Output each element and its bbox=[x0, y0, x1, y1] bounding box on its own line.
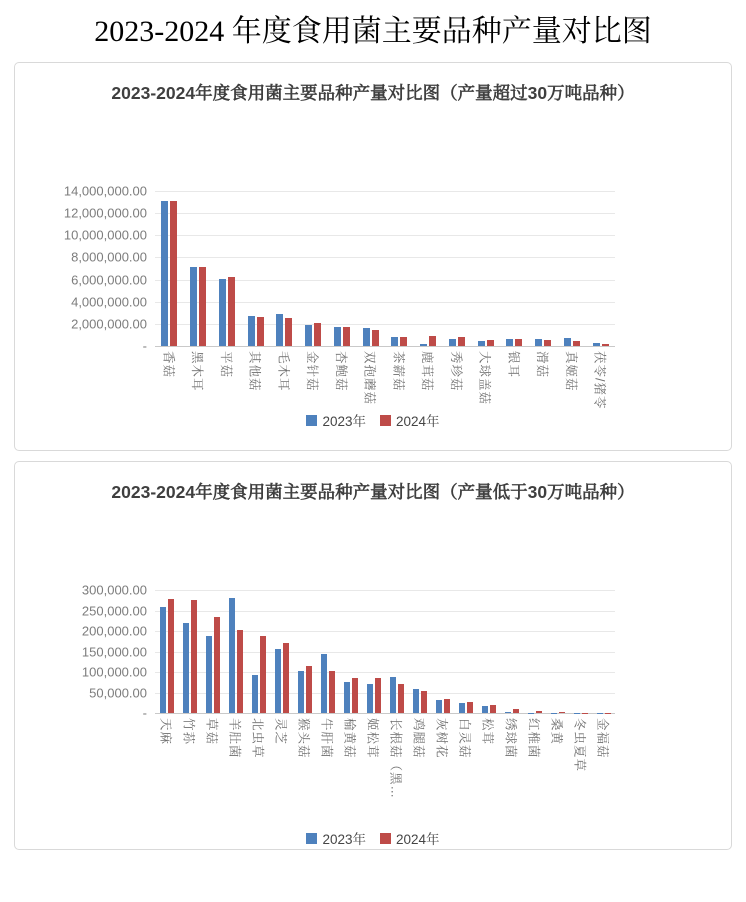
bar-2024年-灰树花 bbox=[444, 699, 450, 713]
category-茶薪菇 bbox=[385, 191, 414, 346]
legend-swatch-icon bbox=[380, 833, 391, 844]
x-axis-label-cell bbox=[339, 718, 362, 818]
legend-item-2023年 bbox=[306, 828, 366, 848]
category-滑菇 bbox=[529, 191, 558, 346]
x-axis-label: 天麻 bbox=[158, 718, 176, 818]
x-axis-label-cell bbox=[155, 351, 184, 451]
bar-2024年-姬松茸 bbox=[375, 678, 381, 713]
bar-2024年-榆黄菇 bbox=[352, 678, 358, 713]
category-鸡腿菇 bbox=[408, 590, 431, 713]
legend-label: 2024年 bbox=[396, 410, 440, 430]
x-axis-labels bbox=[155, 351, 615, 451]
category-灰树花 bbox=[431, 590, 454, 713]
bar-2024年-毛木耳 bbox=[285, 318, 292, 346]
y-axis-tick-label: 50,000.00 bbox=[89, 685, 155, 700]
x-axis-label: 牛肝菌 bbox=[319, 718, 337, 818]
x-axis-label: 榆黄菇 bbox=[342, 718, 360, 818]
x-axis-label: 其他菇 bbox=[247, 351, 265, 451]
x-axis-label: 桑黄 bbox=[549, 718, 567, 818]
x-axis-label-cell bbox=[213, 351, 242, 451]
legend-item-2024年 bbox=[380, 410, 440, 430]
x-axis-label: 红椎菌 bbox=[526, 718, 544, 818]
x-axis-label-cell bbox=[385, 351, 414, 451]
x-axis-label: 姬松茸 bbox=[365, 718, 383, 818]
x-axis-label: 草菇 bbox=[204, 718, 222, 818]
plot-area bbox=[155, 191, 615, 347]
bar-2024年-香菇 bbox=[170, 201, 177, 346]
x-axis-label: 竹荪 bbox=[181, 718, 199, 818]
x-axis-label-cell bbox=[299, 351, 328, 451]
category-红椎菌 bbox=[523, 590, 546, 713]
bar-2023年-鸡腿菇 bbox=[413, 689, 419, 713]
bar-2024年-黑木耳 bbox=[199, 267, 206, 346]
x-axis-label: 滑菇 bbox=[534, 351, 552, 451]
x-axis-label: 金福菇 bbox=[595, 718, 613, 818]
x-axis-label: 银耳 bbox=[505, 351, 523, 451]
x-axis-label-cell bbox=[569, 718, 592, 818]
category-香菇 bbox=[155, 191, 184, 346]
y-axis-tick-label: 250,000.00 bbox=[82, 603, 155, 618]
category-其他菇 bbox=[241, 191, 270, 346]
x-axis-label: 毛木耳 bbox=[275, 351, 293, 451]
bar-2024年-其他菇 bbox=[257, 317, 264, 346]
bar-2023年-北虫草 bbox=[252, 675, 258, 713]
x-axis-label: 灰树花 bbox=[434, 718, 452, 818]
category-猴头菇 bbox=[293, 590, 316, 713]
x-axis-label-cell bbox=[328, 351, 357, 451]
y-axis-tick-label: 10,000,000.00 bbox=[64, 228, 155, 243]
bar-2023年-杏鲍菇 bbox=[334, 327, 341, 346]
x-axis-label-cell bbox=[408, 718, 431, 818]
x-axis-label-cell bbox=[546, 718, 569, 818]
category-银耳 bbox=[500, 191, 529, 346]
bar-2023年-大球盖菇 bbox=[478, 341, 485, 346]
bars-area bbox=[155, 191, 615, 346]
bar-2023年-毛木耳 bbox=[276, 314, 283, 346]
bar-2023年-真姬菇 bbox=[564, 338, 571, 346]
category-茯苓/猪苓 bbox=[586, 191, 615, 346]
x-axis-label-cell bbox=[362, 718, 385, 818]
x-axis-label-cell bbox=[558, 351, 587, 451]
bar-2023年-滑菇 bbox=[535, 339, 542, 346]
bar-2024年-滑菇 bbox=[544, 340, 551, 346]
x-axis-label-cell bbox=[201, 718, 224, 818]
bar-2023年-羊肚菌 bbox=[229, 598, 235, 713]
x-axis-label-cell bbox=[586, 351, 615, 451]
bar-2023年-平菇 bbox=[219, 279, 226, 346]
y-axis-tick-label: 200,000.00 bbox=[82, 624, 155, 639]
x-axis-label: 茶薪菇 bbox=[390, 351, 408, 451]
bar-2024年-猴头菇 bbox=[306, 666, 312, 713]
chart-card-under-300k-tons bbox=[14, 461, 732, 850]
y-axis-tick-label: 6,000,000.00 bbox=[71, 272, 155, 287]
category-牛肝菌 bbox=[316, 590, 339, 713]
bar-2024年-红椎菌 bbox=[536, 711, 542, 713]
x-axis-label-cell bbox=[178, 718, 201, 818]
category-姬松茸 bbox=[362, 590, 385, 713]
bar-2024年-长根菇（黑… bbox=[398, 684, 404, 713]
y-axis-tick-label: 2,000,000.00 bbox=[71, 316, 155, 331]
bar-2023年-银耳 bbox=[506, 339, 513, 346]
category-秀珍菇 bbox=[443, 191, 472, 346]
x-axis-label-cell bbox=[454, 718, 477, 818]
plot-area bbox=[155, 590, 615, 714]
x-axis-label: 白灵菇 bbox=[457, 718, 475, 818]
bar-2024年-桑黄 bbox=[559, 712, 565, 713]
x-axis-label-cell bbox=[592, 718, 615, 818]
legend-swatch-icon bbox=[380, 415, 391, 426]
bar-2024年-银耳 bbox=[515, 339, 522, 346]
x-axis-label-cell bbox=[184, 351, 213, 451]
bar-2024年-草菇 bbox=[214, 617, 220, 713]
category-毛木耳 bbox=[270, 191, 299, 346]
bar-2024年-竹荪 bbox=[191, 600, 197, 713]
legend-item-2023年 bbox=[306, 410, 366, 430]
bar-2023年-姬松茸 bbox=[367, 684, 373, 713]
bar-2024年-北虫草 bbox=[260, 636, 266, 713]
bar-2023年-金针菇 bbox=[305, 325, 312, 346]
bar-2024年-平菇 bbox=[228, 277, 235, 346]
chart-title: 2023-2024年度食用菌主要品种产量对比图（产量超过30万吨品种） bbox=[85, 80, 661, 106]
bar-2024年-真姬菇 bbox=[573, 341, 580, 346]
bar-2023年-白灵菇 bbox=[459, 703, 465, 713]
bar-2023年-猴头菇 bbox=[298, 671, 304, 713]
bar-2024年-杏鲍菇 bbox=[343, 327, 350, 346]
x-axis-label: 平菇 bbox=[218, 351, 236, 451]
x-axis-label-cell bbox=[523, 718, 546, 818]
x-axis-label: 秀珍菇 bbox=[448, 351, 466, 451]
bar-2023年-竹荪 bbox=[183, 623, 189, 713]
bar-2023年-牛肝菌 bbox=[321, 654, 327, 713]
y-axis-tick-label: 300,000.00 bbox=[82, 583, 155, 598]
x-axis-label-cell bbox=[385, 718, 408, 818]
category-桑黄 bbox=[546, 590, 569, 713]
bar-2024年-牛肝菌 bbox=[329, 671, 335, 713]
x-axis-label-cell bbox=[270, 351, 299, 451]
category-松茸 bbox=[477, 590, 500, 713]
legend-swatch-icon bbox=[306, 415, 317, 426]
x-axis-label-cell bbox=[155, 718, 178, 818]
bar-2024年-茶薪菇 bbox=[400, 337, 407, 346]
x-axis-label: 松茸 bbox=[480, 718, 498, 818]
y-axis-tick-label: 14,000,000.00 bbox=[64, 184, 155, 199]
category-双孢蘑菇 bbox=[356, 191, 385, 346]
category-羊肚菌 bbox=[224, 590, 247, 713]
category-绣球菌 bbox=[500, 590, 523, 713]
x-axis-label-cell bbox=[431, 718, 454, 818]
bar-2024年-大球盖菇 bbox=[487, 340, 494, 346]
x-axis-label: 大球盖菇 bbox=[477, 351, 495, 451]
x-axis-label: 绣球菌 bbox=[503, 718, 521, 818]
bar-2023年-灰树花 bbox=[436, 700, 442, 713]
legend-item-2024年 bbox=[380, 828, 440, 848]
x-axis-label: 黑木耳 bbox=[189, 351, 207, 451]
x-axis-label-cell bbox=[224, 718, 247, 818]
legend bbox=[15, 828, 731, 848]
bar-2024年-松茸 bbox=[490, 705, 496, 713]
bar-2023年-其他菇 bbox=[248, 316, 255, 346]
bar-2023年-绣球菌 bbox=[505, 712, 511, 713]
x-axis-label: 冬虫夏草 bbox=[572, 718, 590, 818]
x-axis-label: 羊肚菌 bbox=[227, 718, 245, 818]
x-axis-label: 真姬菇 bbox=[563, 351, 581, 451]
category-灵芝 bbox=[270, 590, 293, 713]
bar-2023年-黑木耳 bbox=[190, 267, 197, 346]
category-鹿茸菇 bbox=[414, 191, 443, 346]
bar-2023年-灵芝 bbox=[275, 649, 281, 713]
y-axis-tick-label: 8,000,000.00 bbox=[71, 250, 155, 265]
x-axis-label-cell bbox=[356, 351, 385, 451]
x-axis-label-cell bbox=[477, 718, 500, 818]
category-大球盖菇 bbox=[471, 191, 500, 346]
bar-2023年-天麻 bbox=[160, 607, 166, 713]
category-黑木耳 bbox=[184, 191, 213, 346]
bar-2024年-秀珍菇 bbox=[458, 337, 465, 346]
category-天麻 bbox=[155, 590, 178, 713]
bar-2024年-鹿茸菇 bbox=[429, 336, 436, 346]
bar-2023年-长根菇（黑… bbox=[390, 677, 396, 713]
x-axis-label: 金针菇 bbox=[304, 351, 322, 451]
y-axis-tick-label: 12,000,000.00 bbox=[64, 206, 155, 221]
bar-2023年-榆黄菇 bbox=[344, 682, 350, 713]
bar-2024年-双孢蘑菇 bbox=[372, 330, 379, 346]
x-axis-label-cell bbox=[414, 351, 443, 451]
category-杏鲍菇 bbox=[328, 191, 357, 346]
y-axis-tick-label: 150,000.00 bbox=[82, 644, 155, 659]
x-axis-label-cell bbox=[247, 718, 270, 818]
bar-2024年-茯苓/猪苓 bbox=[602, 344, 609, 346]
category-冬虫夏草 bbox=[569, 590, 592, 713]
category-真姬菇 bbox=[558, 191, 587, 346]
chart-title: 2023-2024年度食用菌主要品种产量对比图（产量低于30万吨品种） bbox=[85, 479, 661, 505]
category-北虫草 bbox=[247, 590, 270, 713]
x-axis-label-cell bbox=[316, 718, 339, 818]
bar-2023年-双孢蘑菇 bbox=[363, 328, 370, 346]
legend bbox=[15, 410, 731, 430]
x-axis-label-cell bbox=[471, 351, 500, 451]
x-axis-label: 双孢蘑菇 bbox=[362, 351, 380, 451]
y-axis-tick-label: - bbox=[143, 339, 155, 354]
legend-label: 2023年 bbox=[322, 828, 366, 848]
page-title: 2023-2024 年度食用菌主要品种产量对比图 bbox=[0, 6, 746, 50]
bars-area bbox=[155, 590, 615, 713]
bar-2024年-鸡腿菇 bbox=[421, 691, 427, 713]
y-axis-tick-label: - bbox=[143, 706, 155, 721]
x-axis-label-cell bbox=[500, 718, 523, 818]
category-金针菇 bbox=[299, 191, 328, 346]
x-axis-label: 鹿茸菇 bbox=[419, 351, 437, 451]
bar-2024年-灵芝 bbox=[283, 643, 289, 713]
bar-2023年-茯苓/猪苓 bbox=[593, 343, 600, 346]
x-axis-label-cell bbox=[529, 351, 558, 451]
bar-2024年-白灵菇 bbox=[467, 702, 473, 713]
x-axis-label-cell bbox=[241, 351, 270, 451]
bar-2024年-天麻 bbox=[168, 599, 174, 713]
legend-label: 2023年 bbox=[322, 410, 366, 430]
legend-swatch-icon bbox=[306, 833, 317, 844]
x-axis-label: 香菇 bbox=[160, 351, 178, 451]
x-axis-label-cell bbox=[443, 351, 472, 451]
category-白灵菇 bbox=[454, 590, 477, 713]
bar-2023年-茶薪菇 bbox=[391, 337, 398, 346]
bar-2023年-草菇 bbox=[206, 636, 212, 713]
x-axis-label: 猴头菇 bbox=[296, 718, 314, 818]
x-axis-label: 灵芝 bbox=[273, 718, 291, 818]
bar-2023年-香菇 bbox=[161, 201, 168, 346]
y-axis-tick-label: 4,000,000.00 bbox=[71, 294, 155, 309]
category-长根菇（黑… bbox=[385, 590, 408, 713]
category-平菇 bbox=[213, 191, 242, 346]
legend-label: 2024年 bbox=[396, 828, 440, 848]
x-axis-labels bbox=[155, 718, 615, 818]
x-axis-label: 北虫草 bbox=[250, 718, 268, 818]
bar-2024年-羊肚菌 bbox=[237, 630, 243, 713]
y-axis-tick-label: 100,000.00 bbox=[82, 665, 155, 680]
category-草菇 bbox=[201, 590, 224, 713]
category-榆黄菇 bbox=[339, 590, 362, 713]
x-axis-label-cell bbox=[500, 351, 529, 451]
category-金福菇 bbox=[592, 590, 615, 713]
bar-2024年-金针菇 bbox=[314, 323, 321, 346]
x-axis-label: 杏鲍菇 bbox=[333, 351, 351, 451]
bar-2024年-绣球菌 bbox=[513, 709, 519, 713]
bar-2023年-鹿茸菇 bbox=[420, 344, 427, 346]
x-axis-label: 长根菇（黑… bbox=[388, 718, 406, 818]
x-axis-label-cell bbox=[293, 718, 316, 818]
x-axis-label: 鸡腿菇 bbox=[411, 718, 429, 818]
bar-2023年-松茸 bbox=[482, 706, 488, 713]
chart-card-over-300k-tons bbox=[14, 62, 732, 451]
x-axis-label: 茯苓/猪苓 bbox=[592, 351, 610, 451]
category-竹荪 bbox=[178, 590, 201, 713]
x-axis-label-cell bbox=[270, 718, 293, 818]
bar-2023年-秀珍菇 bbox=[449, 339, 456, 346]
